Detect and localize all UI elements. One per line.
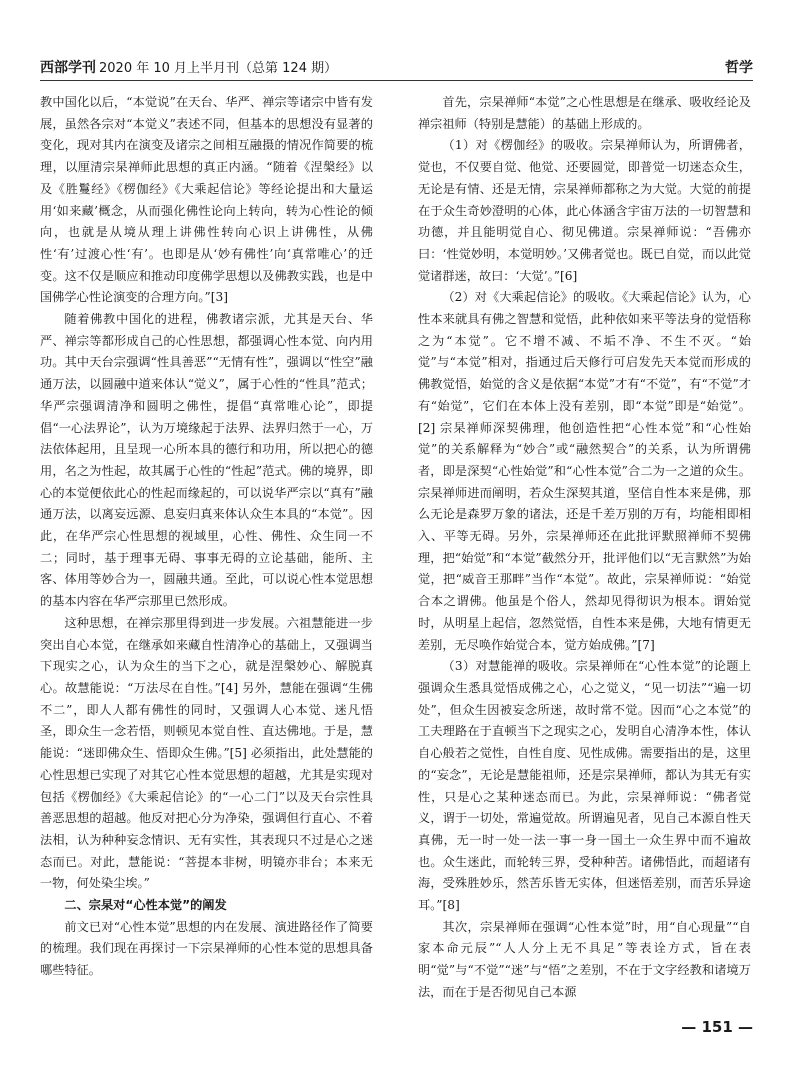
paragraph: 前文已对“心性本觉”思想的内在发展、演进路径作了简要的梳理。我们现在再探讨一下宗杲禅师的心性本觉的思想具备哪些特征。: [40, 919, 373, 978]
issue-info: 2020 年 10 月上半月刊（总第 124 期）: [99, 61, 338, 76]
journal-logo: 西部学刊: [40, 60, 96, 76]
section-label: 哲学: [725, 60, 753, 76]
paragraph: 这种思想，在禅宗那里得到进一步发展。六祖慧能进一步突出自心本觉，在继承如来藏自性清净心的基础上，又强调当下现实之心，认为众生的当下之心，就是涅槃妙心、解脱真心。故慧能说：“万法尽在自性。”[4] 另外，慧能在强调“生佛不二”，即人人都有佛性的同时，又强调人心本觉、迷凡悟圣，即众生一念若悟，则顿见本觉自性、直达佛地。于是，慧能说：“迷即佛众生、悟即众生佛。”[5] 必须指出，此处慧能的心性思想已实现了对其它心性本觉思想的超越，尤其是实现对包括《楞伽经》《大乘起信论》的“一心二门”以及天台宗性具善恶思想的超越。他反对把心分为净染，强调但行直心、不着法相，认为种种妄念情识、无有实性，其表现只不过是心之迷态而已。对此，慧能说：“菩提本非树，明镜亦非台；本来无一物，何处染尘埃。”: [40, 615, 373, 891]
paragraph: 首先，宗杲禅师“本觉”之心性思想是在继承、吸收经论及禅宗祖师（特别是慧能）的基础上形成的。: [418, 95, 751, 131]
paragraph: （2）对《大乘起信论》的吸收。《大乘起信论》认为，心性本来就具有佛之智慧和觉悟，此种依如来平等法身的觉悟称之为“本觉”。它不增不减、不垢不净、不生不灭。“始觉”与“本觉”相对，指通过后天修行可启发先天本觉而形成的佛教觉悟，始觉的含义是依据“本觉”才有“不觉”，有“不觉”才有“始觉”，它们在本体上没有差别，即“本觉”即是“始觉”。[2] 宗杲禅师深契佛理，他创造性把“心性本觉”和“心性始觉”的关系解释为“妙合”或“融然契合”的关系，认为所谓佛者，即是深契“心性始觉”和“心性本觉”合二为一之道的众生。宗杲禅师进而阐明，若众生深契其道，坚信自性本来是佛，那么无论是森罗万象的诸法，还是千差万别的万有，均能相即相入、平等无碍。另外，宗杲禅师还在此批评默照禅师不契佛理，把“始觉”和“本觉”截然分开，批评他们以“无言默然”为始觉，把“威音王那畔”当作“本觉”。故此，宗杲禅师说：“始觉合本之谓佛。他虽是个俗人，然却见得彻识为根本。谓始觉时，从明星上起信，忽然觉悟，自性本来是佛，大地有情更无差别，无尽唤作始觉合本，觉方始成佛。”[7]: [418, 290, 751, 652]
paragraph: 教中国化以后，“本觉说”在天台、华严、禅宗等诸宗中皆有发展，虽然各宗对“本觉义”表述不同，但基本的思想没有显著的变化，现对其内在演变及诸宗之间相互融摄的情况作简要的梳理，以厘清宗杲禅师此思想的真正内涵。“随着《涅槃经》以及《胜鬘经》《楞伽经》《大乘起信论》等经论提出和大量运用‘如来藏’概念，从而强化佛性论向上转向，转为心性论的倾向，也就是从境从理上讲佛性转向心识上讲佛性，从佛性‘有’过渡心性‘有’。也即是从‘妙有佛性’向‘真常唯心’的迁变。这不仅是顺应和推动印度佛学思想以及佛教实践，也是中国佛学心性论演变的合理方向。”[3]: [40, 95, 373, 305]
paragraph: 随着佛教中国化的进程，佛教诸宗派，尤其是天台、华严、禅宗等都形成自己的心性思想，都强调心性本觉、向内用功。其中天台宗强调“性具善恶”“无情有性”，强调以“性空”融通万法，以圆融中道来体认“觉义”，属于心性的“性具”范式；华严宗强调清净和圆明之佛性，提倡“真常唯心论”，即提倡“一心法界论”，认为万境缘起于法界、法界归然于一心，万法依体起用，且呈现一心所本具的德行和功用，所以把心的德用，名之为性起，故其属于心性的“性起”范式。佛的境界，即心的本觉便依此心的性起而缘起的，可以说华严宗以“真有”融通万法，以离妄远源、息妄归真来体认众生本具的“本觉”。因此，在华严宗心性思想的视域里，心性、佛性、众生同一不二；同时，基于理事无碍、事事无碍的立论基础，能所、主客、体用等妙合为一，圆融共通。至此，可以说心性本觉思想的基本内容在华严宗那里已然形成。: [40, 312, 373, 609]
page-number: — 151 —: [681, 1018, 753, 1036]
running-header: [40, 58, 753, 80]
header-divider: [40, 80, 753, 81]
paragraph: （3）对慧能禅的吸收。宗杲禅师在“心性本觉”的论题上强调众生悉具觉悟成佛之心，心之觉义，“见一切法”“遍一切处”，但众生因被妄念所迷，故时常不觉。因而“心之本觉”的工夫理路在于直顿当下之现实之心，发明自心清净本性，体认自心般若之觉性，自性自度、见性成佛。需要指出的是，这里的“妄念”，无论是慧能祖师，还是宗杲禅师，都认为其无有实性，只是心之某种迷态而已。为此，宗杲禅师说：“佛者觉义，谓于一切处，常遍觉故。所谓遍见者，见自己本源自性天真佛，无一时一处一法一事一身一国土一众生界中而不遍故也。众生迷此，而轮转三界，受种种苦。诸佛悟此，而超诸有海，受殊胜妙乐，然苦乐皆无实体，但迷悟差别，而苦乐异途耳。”[8]: [418, 659, 751, 913]
left-column: [40, 92, 373, 1012]
right-column: [418, 92, 751, 1012]
paragraph: 其次，宗杲禅师在强调“心性本觉”时，用“自心现量”“自家本命元辰”“人人分上无不具足”等表诠方式，旨在表明“觉”与“不觉”“迷”与“悟”之差别，不在于文字经教和诸境万法，而在于是否彻见自己本源: [418, 919, 751, 999]
section-heading: 二、宗杲对“心性本觉”的阐发: [64, 898, 227, 913]
journal-header: [40, 58, 337, 79]
paragraph: （1）对《楞伽经》的吸收。宗杲禅师认为，所谓佛者，觉也，不仅要自觉、他觉、还要圆觉，即普觉一切迷态众生，无论是有情、还是无情，宗杲禅师都称之为大觉。大觉的前提在于众生奇妙澄明的心体，此心体涵含宇宙万法的一切智慧和功德，并且能明觉自心、彻见佛道。宗杲禅师说：“吾佛亦曰：‘性觉妙明，本觉明妙。’又佛者觉也。既已自觉，而以此觉觉诸群迷，故曰：‘大觉’。”[6]: [418, 138, 751, 283]
